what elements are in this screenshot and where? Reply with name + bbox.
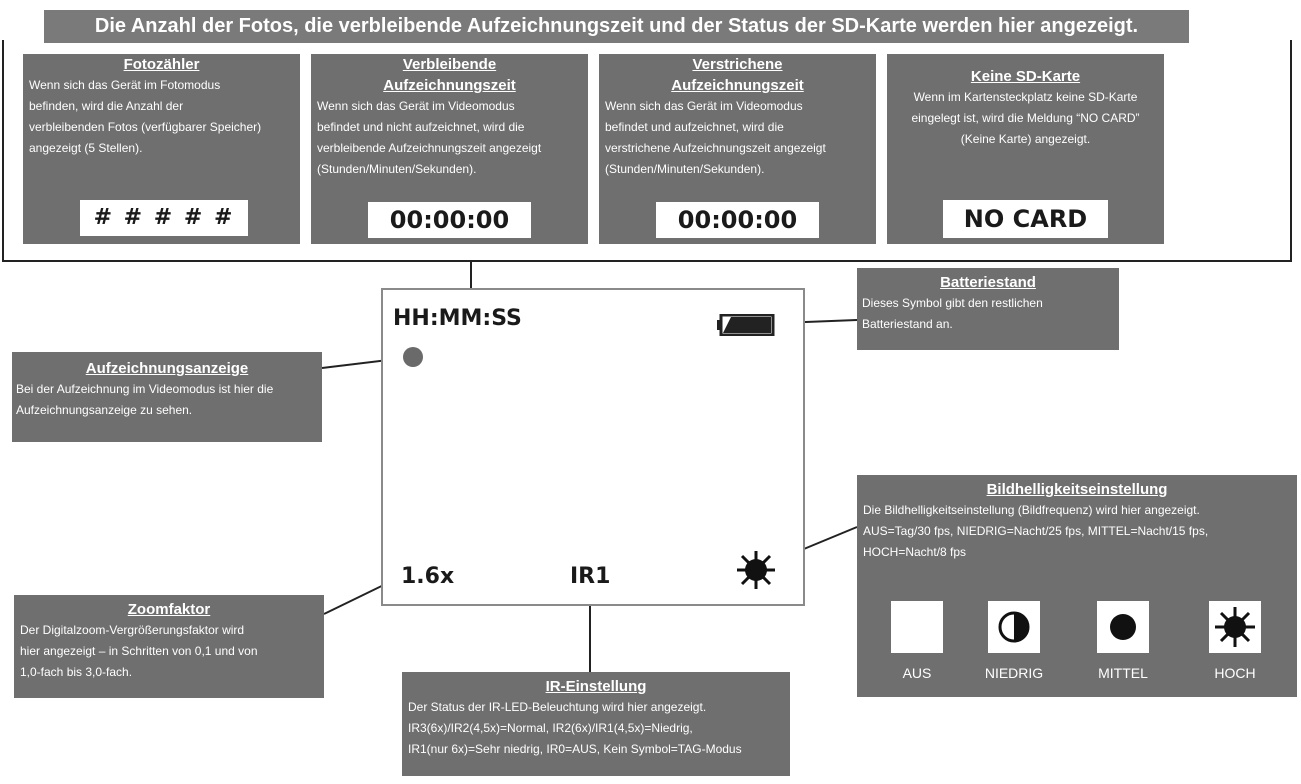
elapsed-time-text: (Stunden/Minuten/Sekunden). <box>605 162 765 176</box>
photo-counter-text: verbleibenden Fotos (verfügbarer Speicher) <box>29 120 262 134</box>
recording-box <box>12 352 322 442</box>
brightness-box <box>857 475 1297 697</box>
zoom-text: Der Digitalzoom-Vergrößerungsfaktor wird <box>20 623 245 637</box>
ir-title: IR-Einstellung <box>545 678 647 695</box>
battery-title: Batteriestand <box>940 274 1036 291</box>
recording-title: Aufzeichnungsanzeige <box>85 360 249 377</box>
no-sd-card-text: eingelegt ist, wird die Meldung “NO CARD” <box>911 111 1140 125</box>
zoom-box <box>14 595 324 698</box>
photo-counter-text: befinden, wird die Anzahl der <box>29 99 184 113</box>
elapsed-time-readout: 00:00:00 <box>656 202 819 238</box>
ir-text: IR3(6x)/IR2(4,5x)=Normal, IR2(6x)/IR1(4,5x)=Niedrig, <box>408 721 693 735</box>
photo-counter-title: Fotozähler <box>123 56 200 73</box>
remaining-time-title: Verbleibende <box>402 56 497 73</box>
recording-text: Aufzeichnungsanzeige zu sehen. <box>16 403 193 417</box>
battery-box <box>857 268 1119 350</box>
zoom-title: Zoomfaktor <box>127 601 211 618</box>
battery-icon <box>717 314 777 336</box>
recording-text: Bei der Aufzeichnung im Videomodus ist hier die <box>16 382 274 396</box>
elapsed-time-title: Aufzeichnungszeit <box>671 77 804 94</box>
photo-counter-readout: # # # # # <box>80 200 248 236</box>
no-sd-card-title: Keine SD-Karte <box>970 68 1081 85</box>
ir-display: IR1 <box>570 564 611 589</box>
battery-text: Dieses Symbol gibt den restlichen <box>862 296 1043 310</box>
zoom-text: 1,0-fach bis 3,0-fach. <box>20 665 133 679</box>
recording-indicator <box>403 347 423 367</box>
no-sd-card-text: (Keine Karte) angezeigt. <box>960 132 1091 146</box>
time-display: HH:MM:SS <box>393 306 522 331</box>
blank-icon <box>891 601 943 653</box>
ir-text: IR1(nur 6x)=Sehr niedrig, IR0=AUS, Kein Symbol=TAG-Modus <box>408 742 742 756</box>
banner-title: Die Anzahl der Fotos, die verbleibende Aufzeichnungszeit und der Status der SD-Karte werden hier angezeigt. <box>44 10 1189 43</box>
level-label-mittel: MITTEL <box>1098 665 1148 681</box>
elapsed-time-text: verstrichene Aufzeichnungszeit angezeigt <box>605 141 826 155</box>
level-label-niedrig: NIEDRIG <box>984 665 1044 681</box>
elapsed-time-title: Verstrichene <box>692 56 783 73</box>
half-circle-icon <box>988 601 1040 653</box>
no-sd-card-readout: NO CARD <box>943 200 1108 238</box>
sun-icon <box>1209 601 1261 653</box>
brightness-title: Bildhelligkeitseinstellung <box>986 481 1168 498</box>
device-screen <box>381 288 805 606</box>
ir-box <box>402 672 790 776</box>
filled-circle-icon <box>1097 601 1149 653</box>
level-label-hoch: HOCH <box>1214 665 1256 681</box>
remaining-time-text: (Stunden/Minuten/Sekunden). <box>317 162 477 176</box>
remaining-time-text: verbleibende Aufzeichnungszeit angezeigt <box>317 141 542 155</box>
remaining-time-readout: 00:00:00 <box>368 202 531 238</box>
elapsed-time-text: Wenn sich das Gerät im Videomodus <box>605 99 803 113</box>
brightness-text: Die Bildhelligkeitseinstellung (Bildfrequenz) wird hier angezeigt. <box>863 503 1200 517</box>
brightness-text: HOCH=Nacht/8 fps <box>863 545 967 559</box>
sun-icon <box>736 550 776 590</box>
remaining-time-text: befindet und nicht aufzeichnet, wird die <box>317 120 525 134</box>
elapsed-time-text: befindet und aufzeichnet, wird die <box>605 120 784 134</box>
photo-counter-text: Wenn sich das Gerät im Fotomodus <box>29 78 221 92</box>
no-sd-card-text: Wenn im Kartensteckplatz keine SD-Karte <box>913 90 1138 104</box>
zoom-text: hier angezeigt – in Schritten von 0,1 und von <box>20 644 258 658</box>
remaining-time-text: Wenn sich das Gerät im Videomodus <box>317 99 515 113</box>
battery-text: Batteriestand an. <box>862 317 953 331</box>
zoom-display: 1.6x <box>401 564 455 589</box>
photo-counter-text: angezeigt (5 Stellen). <box>29 141 143 155</box>
ir-text: Der Status der IR-LED-Beleuchtung wird hier angezeigt. <box>408 700 707 714</box>
brightness-text: AUS=Tag/30 fps, NIEDRIG=Nacht/25 fps, MITTEL=Nacht/15 fps, <box>863 524 1209 538</box>
level-label-aus: AUS <box>902 665 932 681</box>
remaining-time-title: Aufzeichnungszeit <box>383 77 516 94</box>
